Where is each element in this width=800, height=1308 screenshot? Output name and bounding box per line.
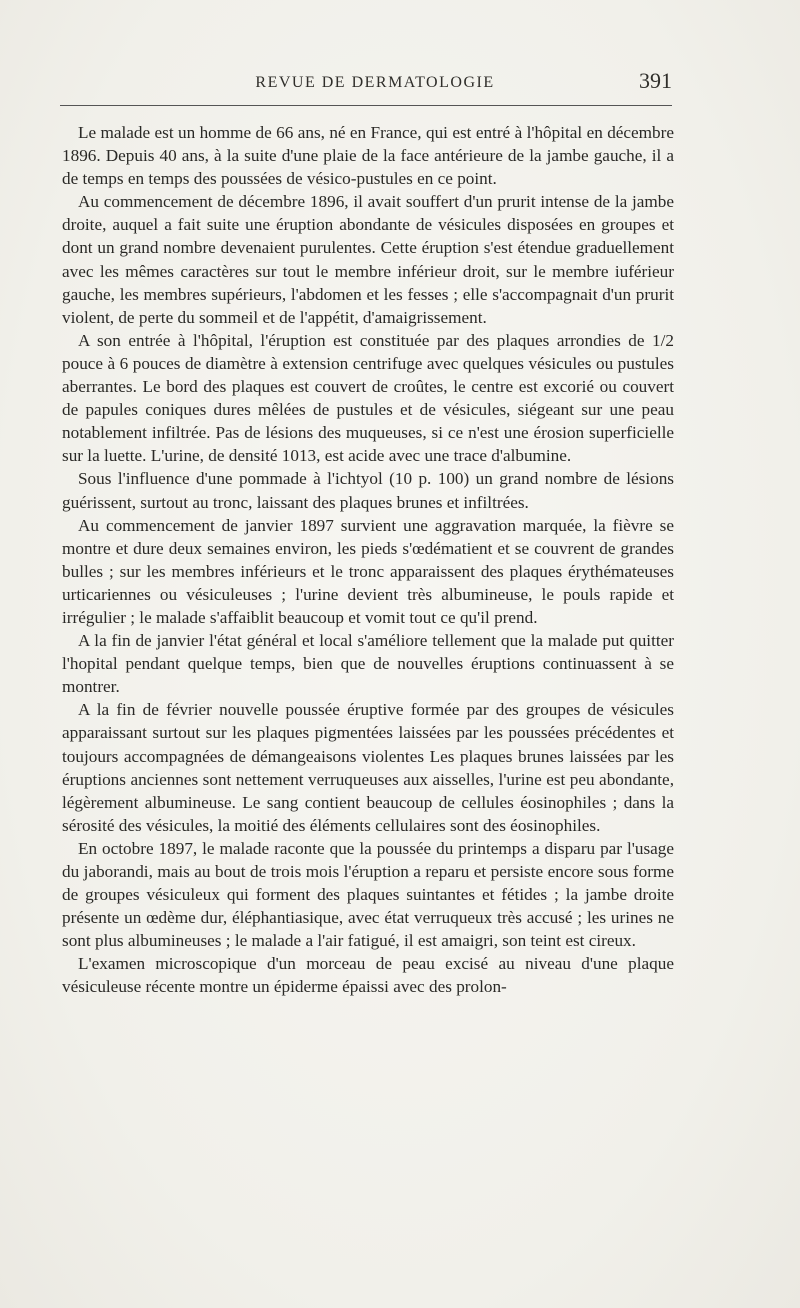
paragraph: A la fin de janvier l'état général et local s'améliore tellement que la malade put quitter l'hopital pendant quelque temps, bien que de nouvelles éruptions continuassent à se montrer. [62, 631, 674, 697]
paragraph: A son entrée à l'hôpital, l'éruption est constituée par des plaques arrondies de 1/2 pouce à 6 pouces de diamètre à extension centrifuge avec quelques vésicules ou pustules aberrantes. Le bord des plaques est couvert de croûtes, le centre est excorié ou couvert de papules coniques dures mêlées de pustules et de vésicules, siégeant sur une peau notablement infiltrée. Pas de lésions des muqueuses, si ce n'est une érosion superficielle sur la luette. L'urine, de densité 1013, est acide avec une trace d'albumine. [62, 330, 674, 466]
paragraph: En octobre 1897, le malade raconte que la poussée du printemps a disparu par l'usage du jaborandi, mais au bout de trois mois l'éruption a reparu et persiste encore sous forme de groupes vésiculeux qui forment des plaques suintantes et fétides ; la jambe droite présente un œdème dur, éléphantiasique, avec état verruqueux très accusé ; les urines ne sont plus albumineuses ; le malade a l'air fatigué, il est amaigri, son teint est cireux. [62, 838, 674, 951]
page-number: 391 [639, 68, 672, 93]
paragraph: Au commencement de janvier 1897 survient une aggravation marquée, la fièvre se montre et dure deux semaines environ, les pieds s'œdématient et se couvrent de grandes bulles ; sur les membres inférieurs et le tronc apparaissent des plaques érythémateuses urticariennes ou vésiculeuses ; l'urine devient très albumineuse, le pouls rapide et irrégulier ; le malade s'affaiblit beaucoup et vomit tout ce qu'il prend. [62, 515, 674, 627]
header-rule [60, 105, 672, 106]
paragraph: Sous l'influence d'une pommade à l'ichtyol (10 p. 100) un grand nombre de lésions guérissent, surtout au tronc, laissant des plaques brunes et infiltrées. [62, 469, 674, 512]
paragraph: A la fin de février nouvelle poussée éruptive formée par des groupes de vésicules apparaissant surtout sur les plaques pigmentées laissées par les poussées précédentes et toujours accompagnées de démangeaisons violentes Les plaques brunes laissées par les éruptions anciennes sont nettement verruqueuses aux aisselles, l'urine est peu abondante, légèrement albumineuse. Le sang contient beaucoup de cellules éosinophiles ; dans la sérosité des vésicules, la moitié des éléments cellulaires sont des éosinophiles. [62, 700, 674, 835]
journal-title: REVUE DE DERMATOLOGIE [255, 74, 495, 91]
body-text [62, 121, 674, 999]
running-head [78, 68, 672, 96]
paragraph: Le malade est un homme de 66 ans, né en France, qui est entré à l'hôpital en décembre 1896. Depuis 40 ans, à la suite d'une plaie de la face antérieure de la jambe gauche, il a de temps en temps des poussées de vésico-pustules en ce point. [62, 123, 674, 189]
paragraph: L'examen microscopique d'un morceau de peau excisé au niveau d'une plaque vésiculeuse récente montre un épiderme épaissi avec des prolon- [62, 954, 674, 997]
paragraph: Au commencement de décembre 1896, il avait souffert d'un prurit intense de la jambe droite, auquel a fait suite une éruption abondante de vésicules disposées en groupes et dont un grand nombre devenaient purulentes. Cette éruption s'est étendue graduellement avec les mêmes caractères sur tout le membre inférieur droit, sur le membre iuférieur gauche, les membres supérieurs, l'abdomen et les fesses ; elle s'accompagnait d'un prurit violent, de perte du sommeil et de l'appétit, d'amaigrissement. [62, 192, 674, 327]
